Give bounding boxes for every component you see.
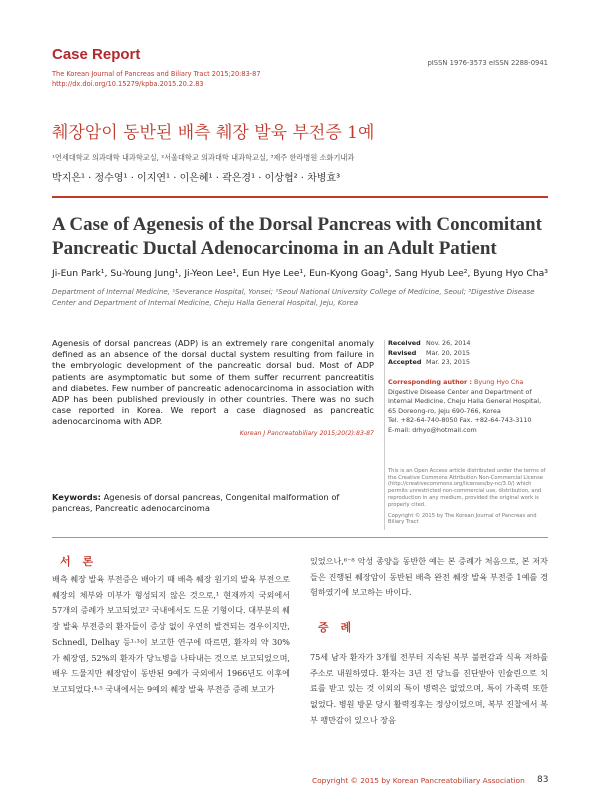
received-date: Nov. 26, 2014 — [426, 339, 471, 347]
corresponding-email[interactable]: E-mail: drhyo@hotmail.com — [388, 425, 477, 434]
keywords-text: Agenesis of dorsal pancreas, Congenital malformation of pancreas, Pancreatic adenocarcinoma — [52, 492, 340, 513]
body-divider — [52, 537, 548, 538]
intro-text-continued: 있었으나,⁶⁻⁸ 악성 종양을 동반한 예는 본 증례가 처음으로, 본 저자들은 진행된 췌장암이 동반된 배측 완전 췌장 발육 부전증 1예를 경험하였기에 보고하는 바이다. — [310, 556, 548, 598]
affiliations-english: Department of Internal Medicine, ¹Severance Hospital, Yonsei; ²Seoul National University College of Medicine, Seoul; ³Digestive Disease Center and Department of Internal Medicine, Cheju Halla General Hospital, Jeju, Korea — [52, 287, 535, 307]
title-divider — [52, 196, 548, 198]
issn: pISSN 1976-3573 eISSN 2288-0941 — [427, 59, 548, 67]
title-english: A Case of Agenesis of the Dorsal Pancreas with Concomitant Pancreatic Ductal Adenocarcinoma in an Adult Patient — [52, 214, 542, 259]
corresponding-line1: Digestive Disease Center and Department of — [388, 387, 532, 396]
accepted-label: Accepted — [388, 358, 422, 366]
authors-english: Ji-Eun Park¹, Su-Young Jung¹, Ji-Yeon Lee¹, Eun Hye Lee¹, Eun-Kyong Goag¹, Sang Hyub Lee², Byung Hyo Cha³ — [52, 268, 548, 279]
case-text: 75세 남자 환자가 3개월 전부터 지속된 복부 불편감과 식욕 저하를 주소로 내원하였다. 환자는 3년 전 당뇨를 진단받아 인슐린으로 치료를 받고 있는 것 이외의 특이 병력은 없었으며, 특이 가족력 또한 없었다. 병원 방문 당시 활력징후는 정상이었으며, 복부 진찰에서 복부 팽만감이 있으나 장음 — [310, 652, 548, 725]
title-korean: 췌장암이 동반된 배측 췌장 발육 부전증 1예 — [52, 123, 375, 143]
keywords — [52, 492, 374, 514]
doi-link[interactable]: http://dx.doi.org/10.15279/kpba.2015.20.2.83 — [52, 80, 204, 88]
revised-date: Mar. 20, 2015 — [426, 348, 470, 357]
received-label: Received — [388, 339, 421, 347]
accepted-date: Mar. 23, 2015 — [426, 358, 470, 366]
corresponding-author — [388, 378, 552, 435]
corresponding-line3: 65 Doreong-ro, Jeju 690-766, Korea — [388, 406, 501, 415]
sidebar-divider — [384, 340, 385, 530]
affiliations-korean: ¹연세대학교 의과대학 내과학교실, ²서울대학교 의과대학 내과학교실, ³제주 한라병원 소화기내과 — [52, 153, 355, 162]
short-citation: Korean J Pancreatobiliary 2015;20(2):83-87 — [239, 430, 374, 437]
license-text: This is an Open Access article distributed under the terms of the Creative Commons Attribution Non-Commercial License (http://creativecommons.org/licenses/by-nc/3.0/) which permits unrestricted non-commercial use, distribution, and reproduction in any medium, provided the original work is properly cited. — [388, 468, 546, 508]
revised-label: Revised — [388, 348, 417, 357]
corresponding-label: Corresponding author : — [388, 378, 472, 386]
footer-copyright: Copyright © 2015 by Korean Pancreatobiliary Association — [312, 776, 525, 785]
intro-text: 배측 췌장 발육 부전증은 배아기 때 배측 췌장 원기의 발육 부전으로 췌장의 체부와 미부가 형성되지 않은 것으로,¹ 현재까지 국외에서 57개의 증례가 보고되었고² 국내에서도 드문 기형이다. 대부분의 췌장 발육 부전증의 환자들이 증상 없이 우연히 발견되는 경우이지만, Schnedl, Delhay 등¹·³이 보고한 연구에 따르면, 환자의 약 30%가 췌장염, 52%의 환자가 당뇨병을 나타내는 것으로 보고되었으며, 배우 드물지만 췌장암이 동반된 9예가 국외에서 1966년도 이후에 보고되었다.⁴·⁵ 국내에서는 9예의 췌장 발육 부전증 증례 보고가 — [52, 574, 290, 694]
authors-korean: 박지은¹ · 정수영¹ · 이지연¹ · 이은혜¹ · 곽은경¹ · 이상협² · 차병효³ — [52, 173, 341, 184]
page-number: 83 — [537, 775, 549, 785]
sidebar-copyright: Copyright © 2015 by The Korean Journal of Pancreas and Biliary Tract — [388, 513, 537, 525]
abstract: Agenesis of dorsal pancreas (ADP) is an extremely rare congenital anomaly defined as an absence of the dorsal ductal system resulting from failure in the embryologic development of the pancreatic dorsal bud. Most of ADP patients are asymptomatic but some of them suffer recurrent pancreatitis and diabetes. Few number of pancreatic adenocarcinoma in association with ADP has been published previously in other countries. There was no such case reported in Korea. We report a case diagnosed as pancreatic adenocarcinoma with ADP. — [52, 338, 374, 427]
corresponding-name: Byung Hyo Cha — [474, 378, 524, 386]
journal-citation: The Korean Journal of Pancreas and Biliary Tract 2015;20:83-87 — [52, 70, 261, 78]
section-heading-case: 증 례 — [318, 621, 356, 634]
section-heading-intro: 서 론 — [60, 555, 98, 568]
corresponding-tel: Tel. +82-64-740-8050 Fax. +82-64-743-3110 — [388, 416, 532, 424]
keywords-label: Keywords: — [52, 492, 101, 502]
article-type: Case Report — [52, 46, 141, 63]
article-dates — [388, 339, 552, 368]
corresponding-line2: Internal Medicine, Cheju Halla General Hospital, — [388, 397, 542, 405]
